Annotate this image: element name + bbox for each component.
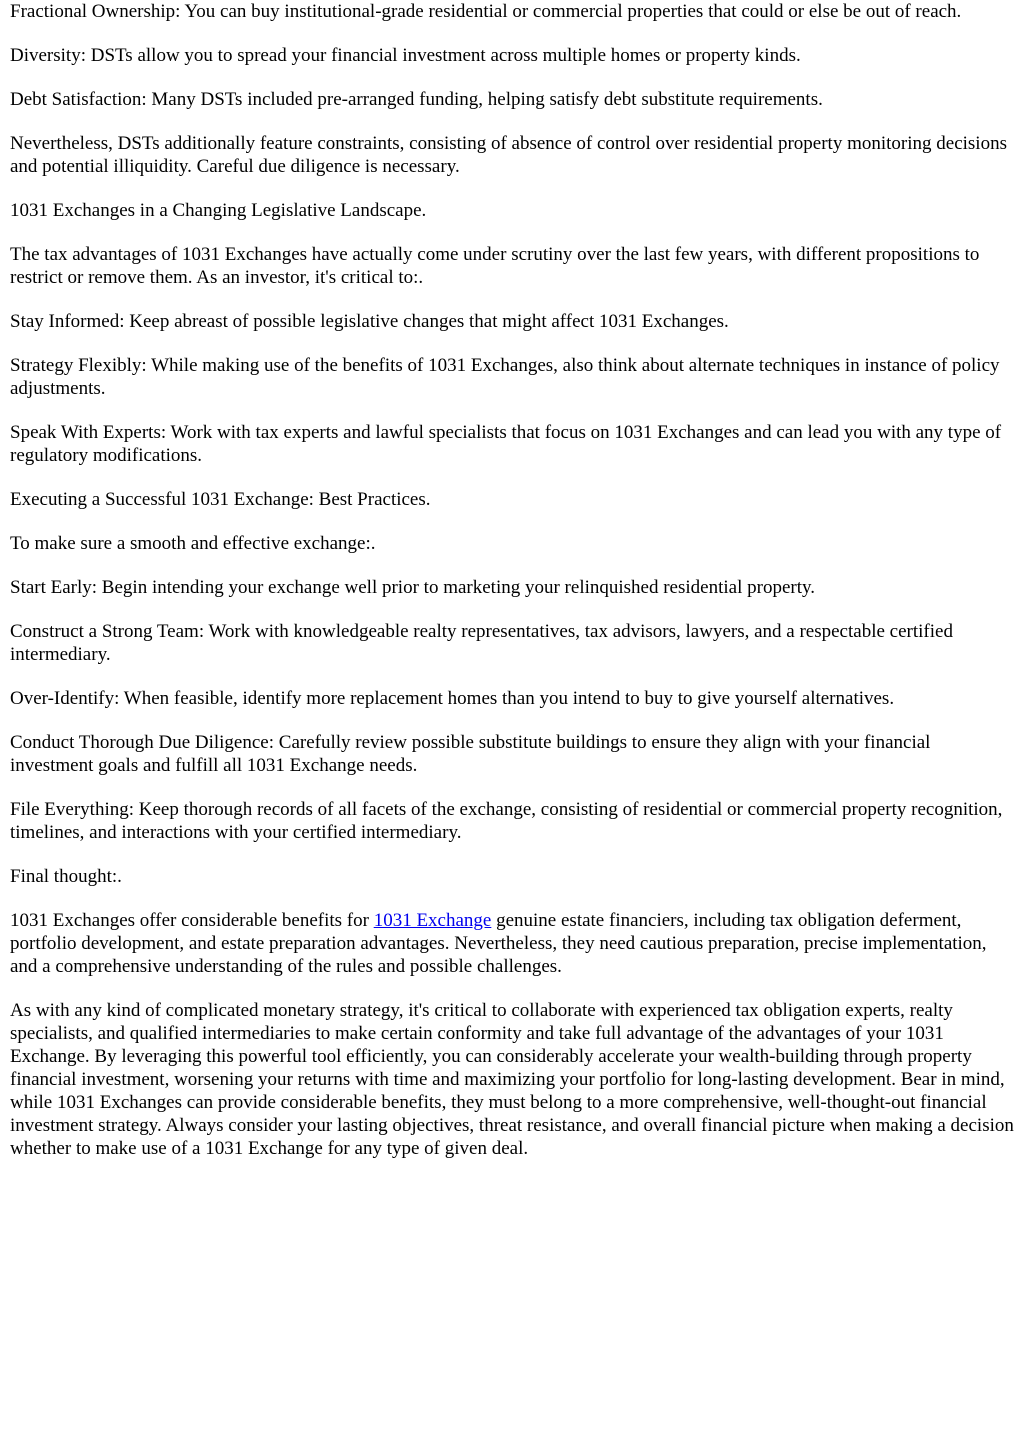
paragraph-file-everything: File Everything: Keep thorough records of all facets of the exchange, consisting of residential or commercial property recognition, timelines, and interactions with your certified intermediary. <box>10 799 1003 843</box>
paragraph-speak-with-experts: Speak With Experts: Work with tax experts and lawful specialists that focus on 1031 Exchanges and can lead you with any type of regulatory modifications. <box>10 422 1002 466</box>
paragraph-closing: As with any kind of complicated monetary strategy, it's critical to collaborate with experienced tax obligation experts, realty specialists, and qualified intermediaries to make certain conformity and take full advantage of the advantages of your 1031 Exchange. By leveraging this powerful tool efficiently, you can considerably accelerate your wealth-building through property financial investment, worsening your returns with time and maximizing your portfolio for long-lasting development. Bear in mind, while 1031 Exchanges can provide considerable benefits, they must belong to a more comprehensive, well-thought-out financial investment strategy. Always consider your lasting objectives, threat resistance, and overall financial picture when making a decision whether to make use of a 1031 Exchange for any type of given deal. <box>10 1000 1014 1159</box>
section-heading-best-practices: Executing a Successful 1031 Exchange: Best Practices. <box>10 489 431 510</box>
section-heading-final-thought: Final thought:. <box>10 866 122 887</box>
paragraph-smooth-exchange-intro: To make sure a smooth and effective exchange:. <box>10 533 376 554</box>
paragraph-tax-advantages-scrutiny: The tax advantages of 1031 Exchanges have actually come under scrutiny over the last few years, with different propositions to restrict or remove them. As an investor, it's critical to:. <box>10 244 980 288</box>
paragraph-over-identify: Over-Identify: When feasible, identify more replacement homes than you intend to buy to give yourself alternatives. <box>10 688 895 709</box>
paragraph-stay-informed: Stay Informed: Keep abreast of possible legislative changes that might affect 1031 Exchanges. <box>10 311 729 332</box>
paragraph-strategy-flexibly: Strategy Flexibly: While making use of the benefits of 1031 Exchanges, also think about alternate techniques in instance of policy adjustments. <box>10 355 1000 399</box>
paragraph-strong-team: Construct a Strong Team: Work with knowledgeable realty representatives, tax advisors, lawyers, and a respectable certified intermediary. <box>10 621 953 665</box>
paragraph-diversity: Diversity: DSTs allow you to spread your financial investment across multiple homes or property kinds. <box>10 45 801 66</box>
paragraph-start-early: Start Early: Begin intending your exchange well prior to marketing your relinquished residential property. <box>10 577 815 598</box>
section-heading-legislative-landscape: 1031 Exchanges in a Changing Legislative Landscape. <box>10 200 427 221</box>
document-body <box>10 0 1014 1160</box>
paragraph-fractional-ownership: Fractional Ownership: You can buy institutional-grade residential or commercial properties that could or else be out of reach. <box>10 1 962 22</box>
conclusion-text-after-link: genuine estate financiers, including tax obligation deferment, portfolio development, and estate preparation advantages. Nevertheless, they need cautious preparation, precise implementation, and a comprehensive understanding of the rules and possible challenges. <box>10 910 987 977</box>
paragraph-conclusion <box>10 909 1014 978</box>
exchange-link[interactable]: 1031 Exchange <box>373 910 492 931</box>
paragraph-dst-constraints: Nevertheless, DSTs additionally feature constraints, consisting of absence of control over residential property monitoring decisions and potential illiquidity. Careful due diligence is necessary. <box>10 133 1007 177</box>
paragraph-due-diligence: Conduct Thorough Due Diligence: Carefully review possible substitute buildings to ensure they align with your financial investment goals and fulfill all 1031 Exchange needs. <box>10 732 931 776</box>
conclusion-text-before-link: 1031 Exchanges offer considerable benefits for <box>10 910 374 931</box>
paragraph-debt-satisfaction: Debt Satisfaction: Many DSTs included pre-arranged funding, helping satisfy debt substitute requirements. <box>10 89 823 110</box>
